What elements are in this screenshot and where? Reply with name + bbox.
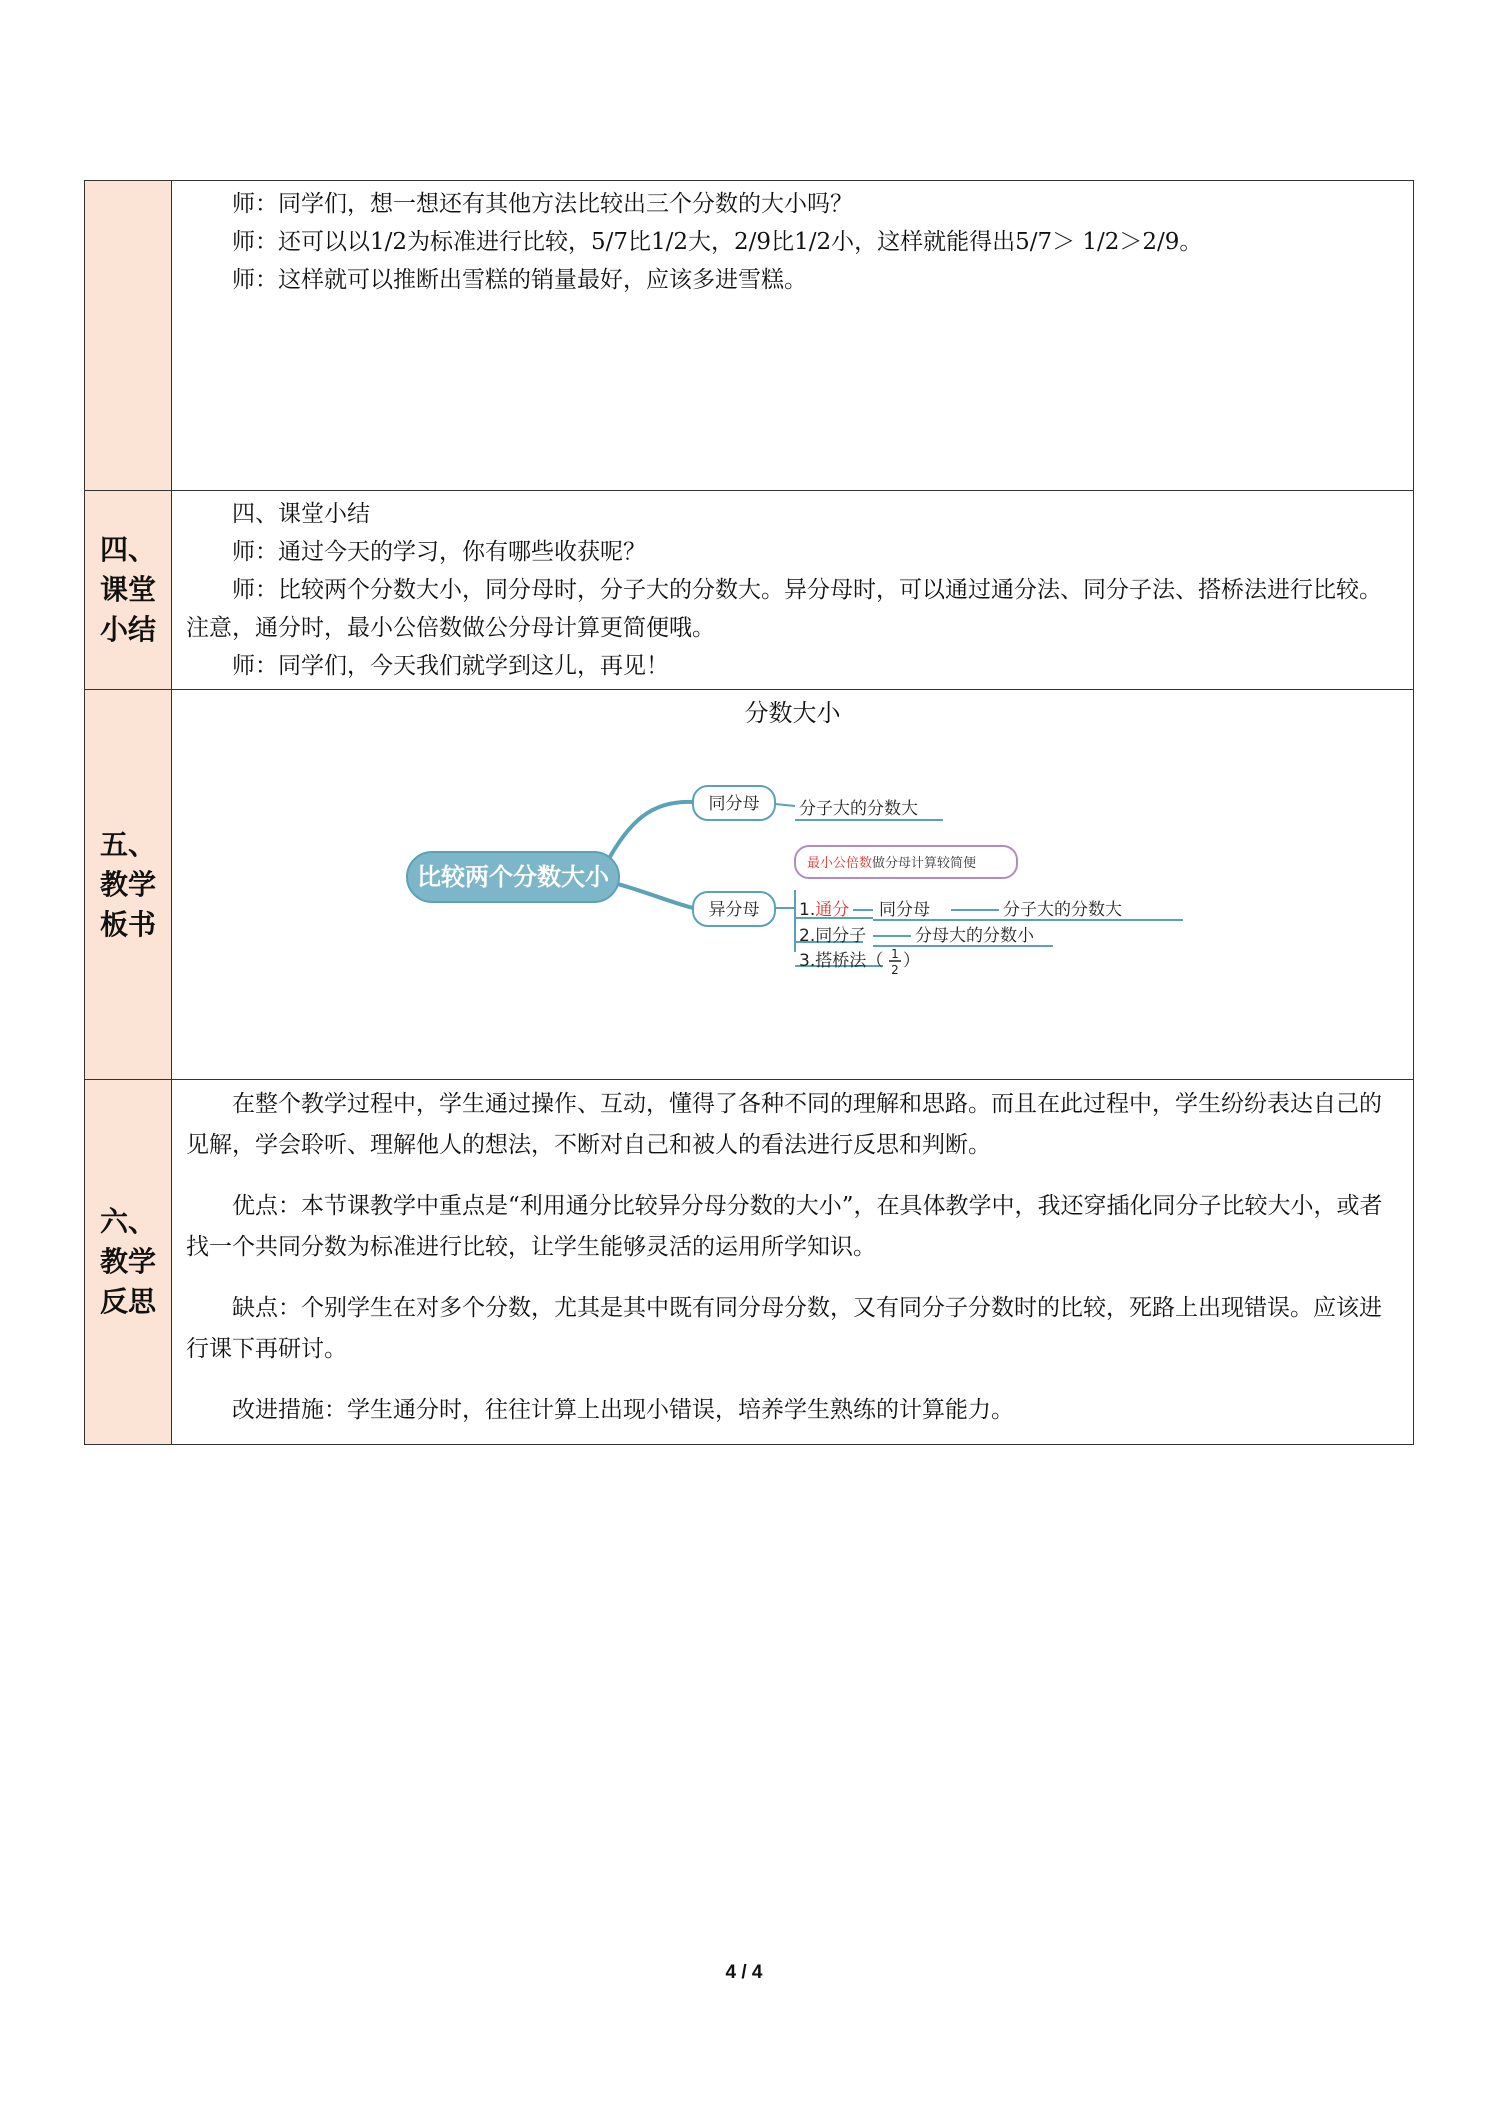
text-line: 师：同学们，想一想还有其他方法比较出三个分数的大小吗？ bbox=[232, 191, 853, 217]
label-section-five bbox=[85, 690, 172, 1080]
lesson-plan-table bbox=[84, 180, 1414, 1445]
label-line: 教学 bbox=[99, 1245, 156, 1278]
label-section-three bbox=[85, 181, 172, 491]
method1-num: 1. bbox=[798, 900, 815, 920]
text-line: 师：还可以以1/2为标准进行比较，5/7比1/2大，2/9比1/2小，这样就能得出5/7＞ 1/2＞2/9。 bbox=[232, 229, 1203, 255]
method3-fraction-num: 1 bbox=[890, 947, 899, 961]
same-to-rule-line bbox=[775, 804, 795, 806]
method3-fraction-den: 2 bbox=[890, 963, 899, 977]
label-line: 反思 bbox=[99, 1285, 156, 1318]
improvements-paragraph: 改进措施：学生通分时，往往计算上出现小错误，培养学生熟练的计算能力。 bbox=[232, 1397, 1014, 1423]
mindmap-diagram bbox=[403, 740, 1183, 980]
row-section-four bbox=[85, 491, 1414, 690]
method3: 3.搭桥法（ bbox=[798, 951, 883, 971]
row-section-six bbox=[85, 1080, 1414, 1445]
page-number: 4 / 4 bbox=[725, 1962, 763, 1983]
row-section-three bbox=[85, 181, 1414, 491]
label-line: 五、 bbox=[99, 827, 156, 861]
content-section-four bbox=[172, 491, 1414, 690]
text-line: 师：这样就可以推断出雪糕的销量最好，应该多进雪糕。 bbox=[232, 267, 807, 293]
text-line: 师：同学们，今天我们就学到这儿，再见！ bbox=[232, 653, 669, 679]
method3-close: ） bbox=[902, 951, 920, 971]
diff-denominator-label: 异分母 bbox=[708, 900, 759, 920]
content-section-six bbox=[172, 1080, 1414, 1445]
callout-text bbox=[807, 855, 976, 871]
label-line: 六、 bbox=[99, 1205, 156, 1238]
board-title: 分数大小 bbox=[744, 699, 841, 727]
reflection-paragraph: 在整个教学过程中，学生通过操作、互动，懂得了各种不同的理解和思路。而且在此过程中，学生纷纷表达自己的见解，学会聆听、理解他人的想法，不断对自己和被人的看法进行反思和判断。 bbox=[186, 1091, 1382, 1158]
branch-line-same bbox=[603, 802, 693, 870]
central-node-label: 比较两个分数大小 bbox=[416, 863, 609, 891]
row-section-five bbox=[85, 690, 1414, 1080]
same-denominator-label: 同分母 bbox=[708, 794, 759, 814]
strengths-paragraph: 优点：本节课教学中重点是“利用通分比较异分母分数的大小”，在具体教学中，我还穿插化同分子比较大小，或者找一个共同分数为标准进行比较，让学生能够灵活的运用所学知识。 bbox=[186, 1193, 1383, 1260]
label-line: 小结 bbox=[99, 613, 156, 646]
section-heading: 四、课堂小结 bbox=[232, 501, 370, 527]
callout-highlight: 最小公倍数 bbox=[806, 856, 872, 871]
content-section-five bbox=[172, 690, 1414, 1080]
label-section-four bbox=[85, 491, 172, 690]
method1-name: 通分 bbox=[814, 900, 849, 920]
text-line: 师：通过今天的学习，你有哪些收获呢？ bbox=[232, 539, 646, 565]
label-section-six bbox=[85, 1080, 172, 1445]
label-line: 教学 bbox=[99, 867, 156, 901]
content-section-three bbox=[172, 181, 1414, 491]
same-denominator-rule: 分子大的分数大 bbox=[798, 799, 918, 819]
label-line: 课堂 bbox=[99, 573, 156, 606]
callout-rest: 做分母计算较简便 bbox=[871, 856, 976, 871]
method1 bbox=[799, 900, 849, 920]
method2-rule: 分母大的分数小 bbox=[914, 926, 1034, 946]
method1-step: 同分母 bbox=[878, 900, 930, 920]
label-line: 板书 bbox=[99, 907, 156, 941]
label-line: 四、 bbox=[99, 533, 156, 566]
weaknesses-paragraph: 缺点：个别学生在对多个分数，尤其是其中既有同分母分数，又有同分子分数时的比较，死路上出现错误。应该进行课下再研讨。 bbox=[186, 1295, 1382, 1362]
text-line: 师：比较两个分数大小，同分母时，分子大的分数大。异分母时，可以通过通分法、同分子法、搭桥法进行比较。注意，通分时，最小公倍数做公分母计算更简便哦。 bbox=[186, 577, 1382, 641]
method1-rule: 分子大的分数大 bbox=[1002, 900, 1122, 920]
method2: 2.同分子 bbox=[798, 926, 866, 946]
